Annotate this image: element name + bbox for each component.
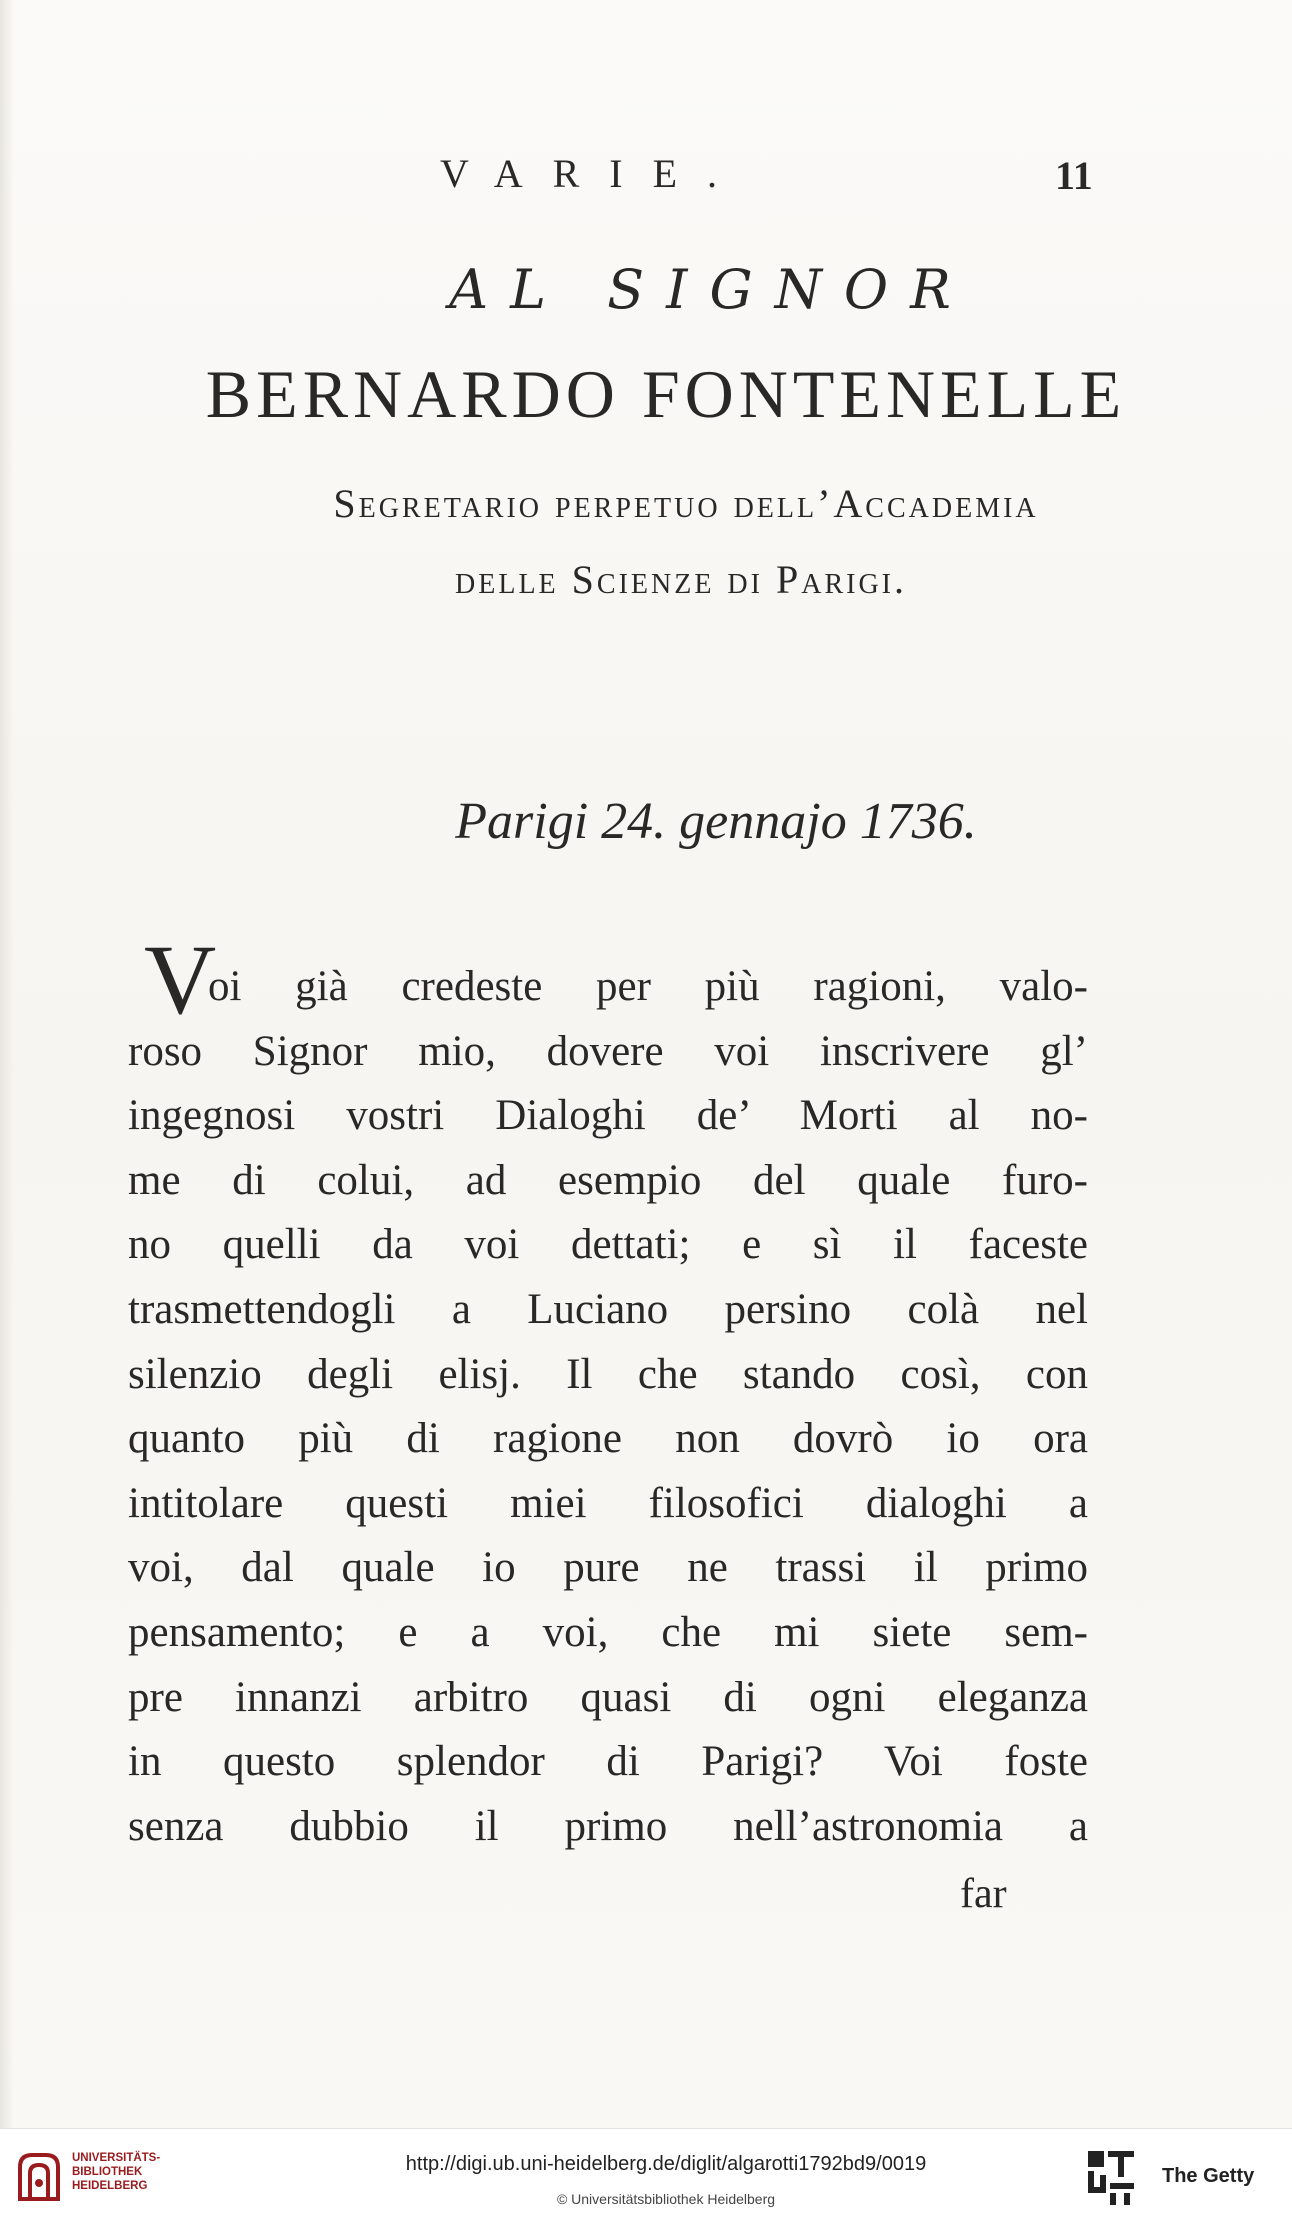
copyright-notice: © Universitätsbibliothek Heidelberg — [556, 2191, 776, 2207]
catchword: far — [960, 1871, 1007, 1917]
dedication-name: BERNARDO FONTENELLE — [205, 356, 1127, 432]
text-line: voi, dal quale io pure ne trassi il primo — [128, 1544, 1088, 1592]
dedication-salutation: AL SIGNOR — [449, 258, 973, 321]
logo-text-line: HEIDELBERG — [72, 2180, 148, 2192]
text-line: quanto più di ragione non dovrò io ora — [128, 1415, 1088, 1463]
viewer-footer — [0, 2128, 1292, 2227]
text-line: roso Signor mio, dovere voi inscrivere gl’ — [128, 1027, 1088, 1075]
permalink-url[interactable]: http://digi.ub.uni-heidelberg.de/diglit/algarotti1792bd9/0019 — [405, 2153, 927, 2175]
body-paragraph — [128, 924, 1088, 1859]
text-line: ingegnosi vostri Dialoghi de’ Morti al no- — [128, 1092, 1088, 1140]
text-line: senza dubbio il primo nell’astronomia a — [128, 1802, 1088, 1850]
logo-text-line: UNIVERSITÄTS- — [72, 2152, 161, 2164]
running-head: VARIE. — [440, 151, 748, 196]
text-line: silenzio degli elisj. Il che stando così, con — [128, 1350, 1088, 1398]
page-number: 11 — [1055, 153, 1093, 198]
text-line: pensamento; e a voi, che mi siete sem- — [128, 1608, 1088, 1656]
dedication-title-line-1: Segretario perpetuo dell’Accademia — [333, 481, 1039, 526]
getty-logo-icon[interactable] — [1086, 2149, 1136, 2207]
text-line: no quelli da voi dettati; e sì il faceste — [128, 1221, 1088, 1269]
text-line: pre innanzi arbitro quasi di ogni eleganza — [128, 1673, 1088, 1721]
text-line: me di colui, ad esempio del quale furo- — [128, 1156, 1088, 1204]
text-line: in questo splendor di Parigi? Voi foste — [128, 1738, 1088, 1786]
dateline: Parigi 24. gennajo 1736. — [455, 793, 977, 850]
drop-cap: V — [144, 924, 217, 1035]
text-line: oi già credeste per più ragioni, valo- — [208, 963, 1088, 1010]
text-line: intitolare questi miei filosofici dialoghi a — [128, 1479, 1088, 1527]
text-line: trasmettendogli a Luciano persino colà nel — [128, 1285, 1088, 1333]
getty-logo-text[interactable]: The Getty — [1162, 2165, 1255, 2187]
logo-text-line: BIBLIOTHEK — [72, 2166, 143, 2178]
dedication-title-line-2: delle Scienze di Parigi. — [455, 557, 907, 602]
